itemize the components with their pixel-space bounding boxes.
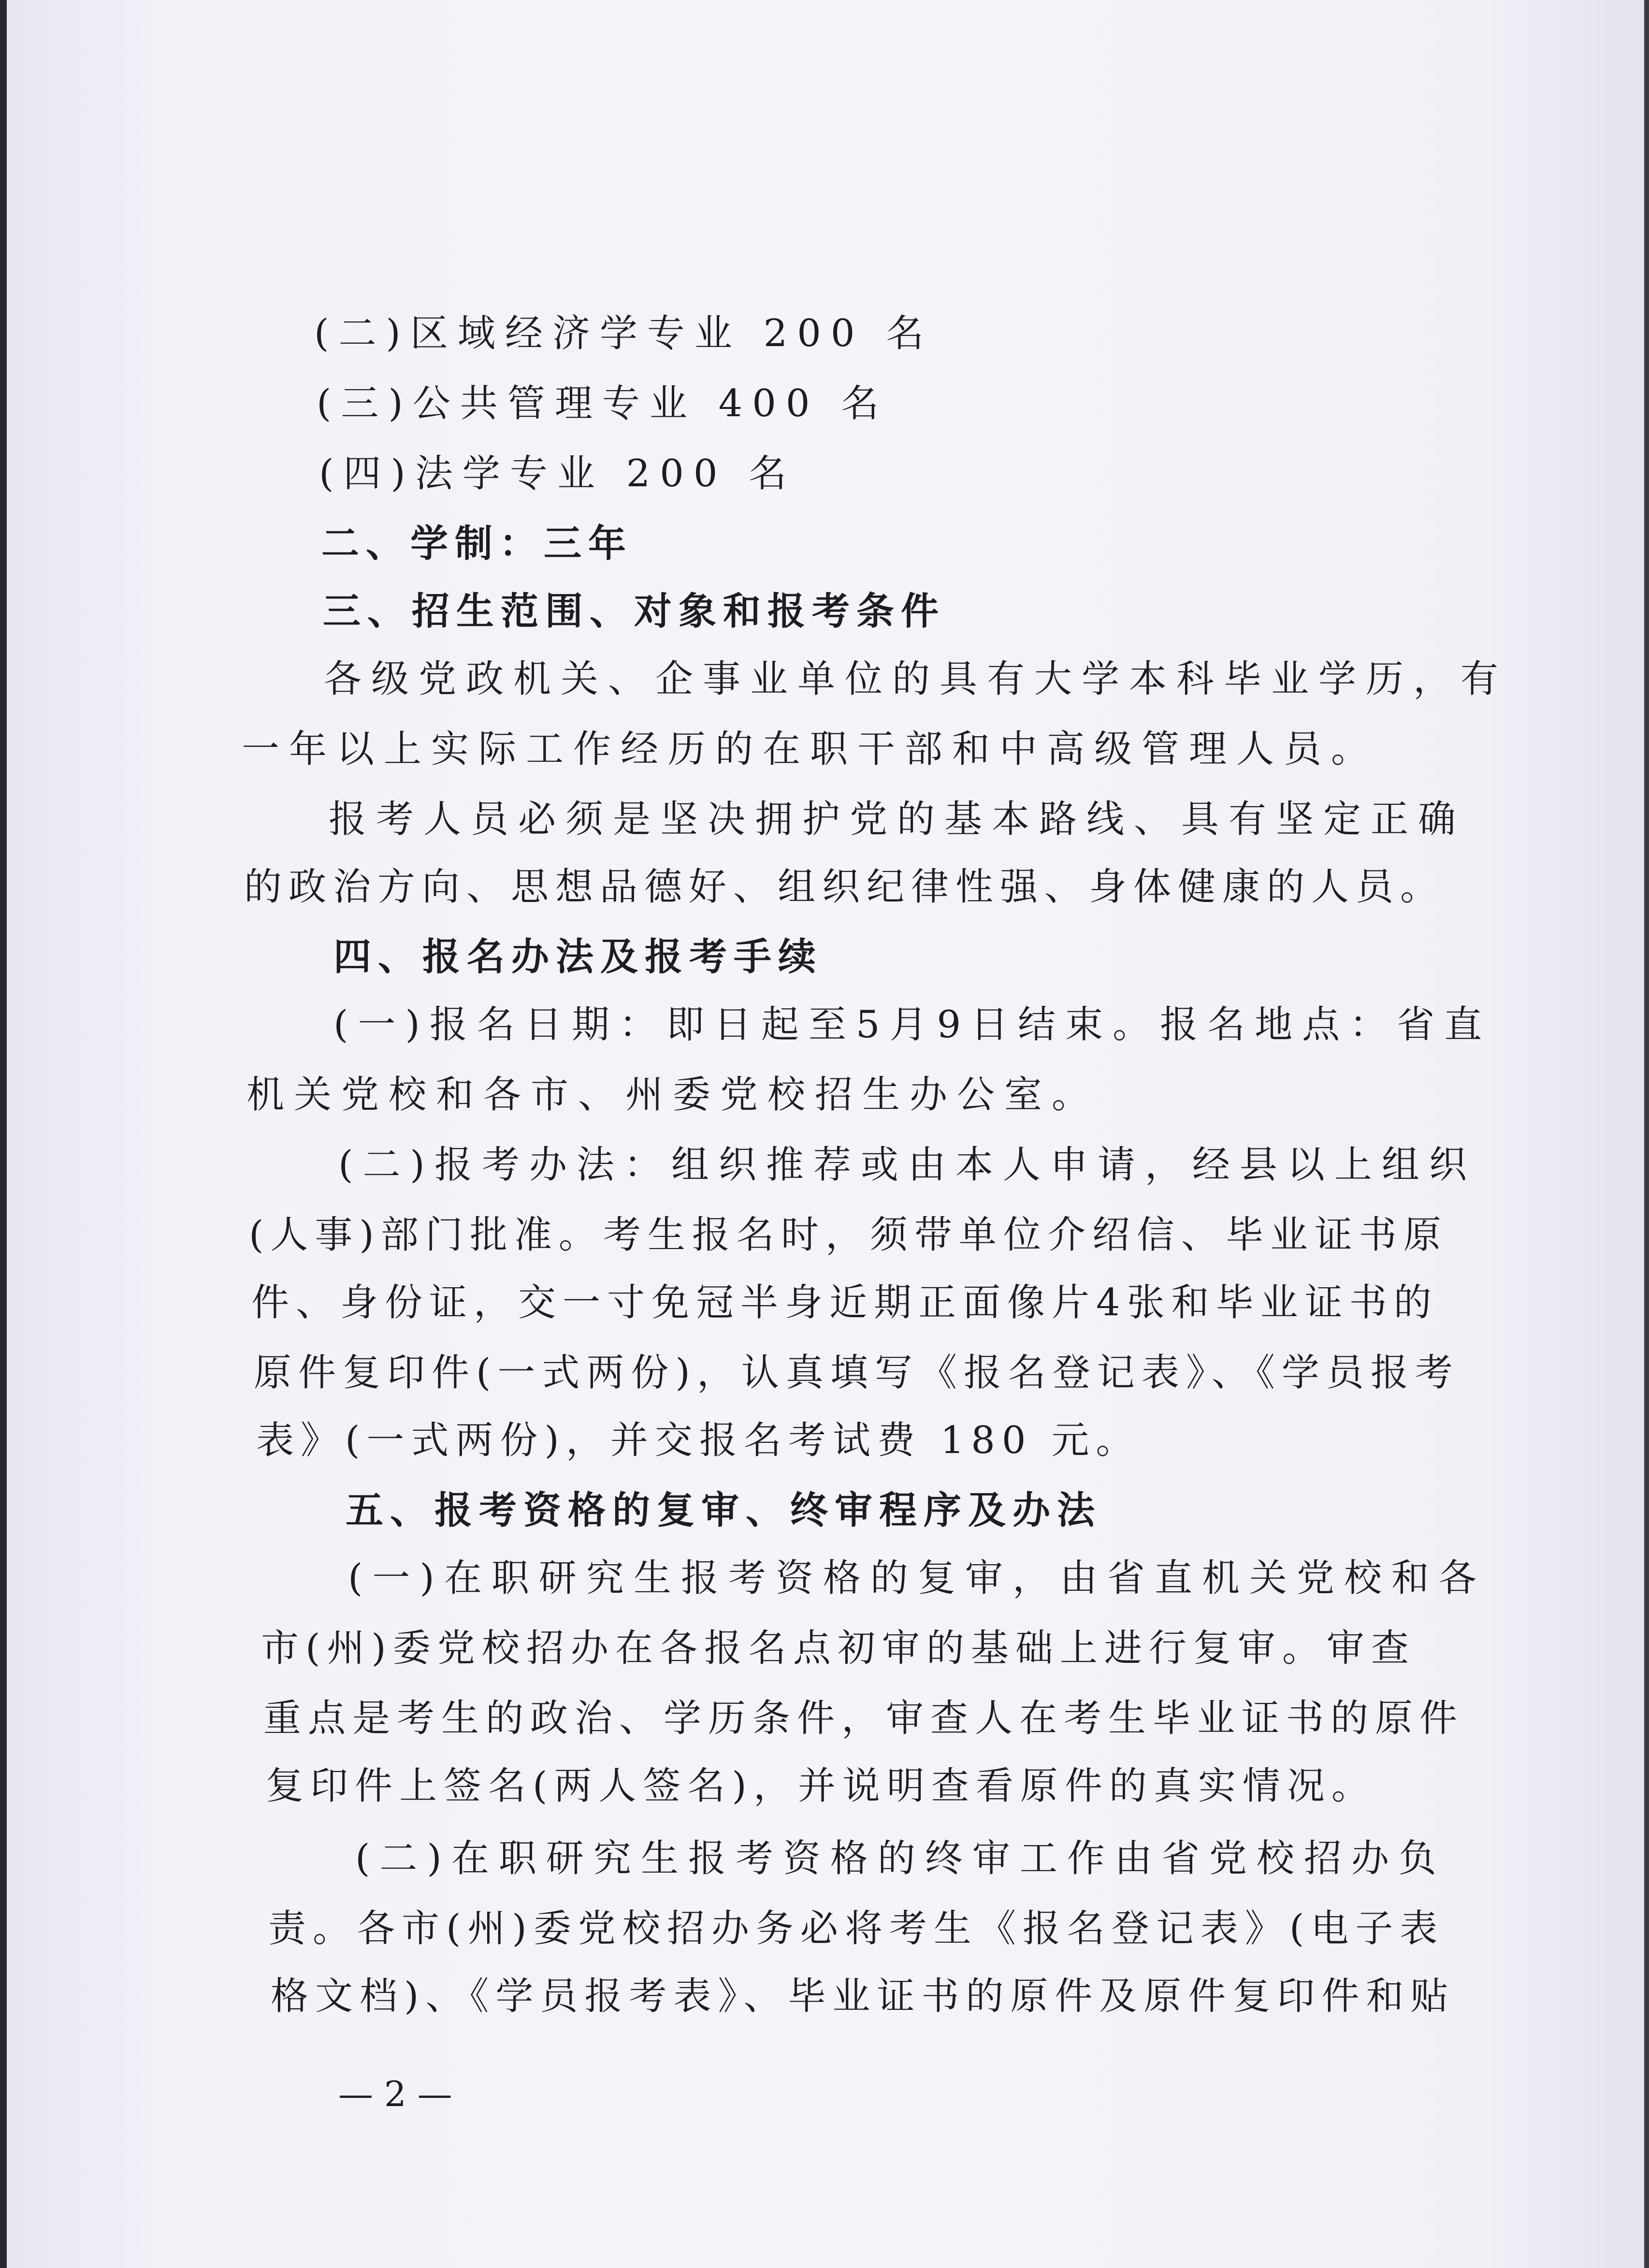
line-16: 原件复印件(一式两份)，认真填写《报名登记表》、《学员报考 (254, 1351, 1460, 1395)
heading-4: 四、报名办法及报考手续 (333, 935, 823, 979)
line-1: (二)区域经济学专业 200 名 (314, 312, 934, 355)
scan-edge-left (0, 0, 7, 2268)
line-25: 格文档)、《学员报考表》、毕业证书的原件及原件复印件和贴 (271, 1975, 1455, 2018)
line-19: (一)在职研究生报考资格的复审，由省直机关党校和各 (348, 1556, 1486, 1600)
line-17: 表》(一式两份)，并交报名考试费 180 元。 (256, 1419, 1141, 1462)
heading-3: 三、招生范围、对象和报考条件 (323, 590, 946, 633)
line-22: 复印件上签名(两人签名)，并说明查看原件的真实情况。 (266, 1764, 1376, 1808)
line-13: (二)报考办法：组织推荐或由本人申请，经县以上组织 (338, 1143, 1476, 1187)
line-2: (三)公共管理专业 400 名 (317, 382, 889, 425)
line-14: (人事)部门批准。考生报名时，须带单位介绍信、毕业证书原 (249, 1213, 1448, 1257)
heading-2: 二、学制：三年 (321, 522, 633, 566)
line-11: (一)报名日期：即日起至5月9日结束。报名地点：省直 (333, 1003, 1492, 1047)
line-8: 报考人员必须是坚决拥护党的基本路线、具有坚定正确 (329, 798, 1466, 841)
heading-5: 五、报考资格的复审、终审程序及办法 (346, 1489, 1102, 1532)
line-15: 件、身份证，交一寸免冠半身近期正面像片4张和毕业证书的 (251, 1281, 1438, 1324)
page-number: — 2 — (338, 2074, 452, 2114)
line-21: 重点是考生的政治、学历条件，审查人在考生毕业证书的原件 (263, 1697, 1464, 1740)
line-23: (二)在职研究生报考资格的终审工作由省党校招办负 (355, 1837, 1446, 1880)
line-12: 机关党校和各市、州委党校招生办公室。 (246, 1073, 1099, 1117)
line-20: 市(州)委党校招办在各报名点初审的基础上进行复审。审查 (261, 1627, 1416, 1670)
line-9: 的政治方向、思想品德好、组织纪律性强、身体健康的人员。 (244, 865, 1445, 909)
scan-edge-right (1644, 0, 1649, 2268)
line-24: 责。各市(州)委党校招办务必将考生《报名登记表》(电子表 (268, 1907, 1445, 1950)
line-7: 一年以上实际工作经历的在职干部和中高级管理人员。 (242, 727, 1379, 771)
line-6: 各级党政机关、企事业单位的具有大学本科毕业学历，有 (324, 657, 1508, 701)
line-3: (四)法学专业 200 名 (319, 452, 796, 495)
